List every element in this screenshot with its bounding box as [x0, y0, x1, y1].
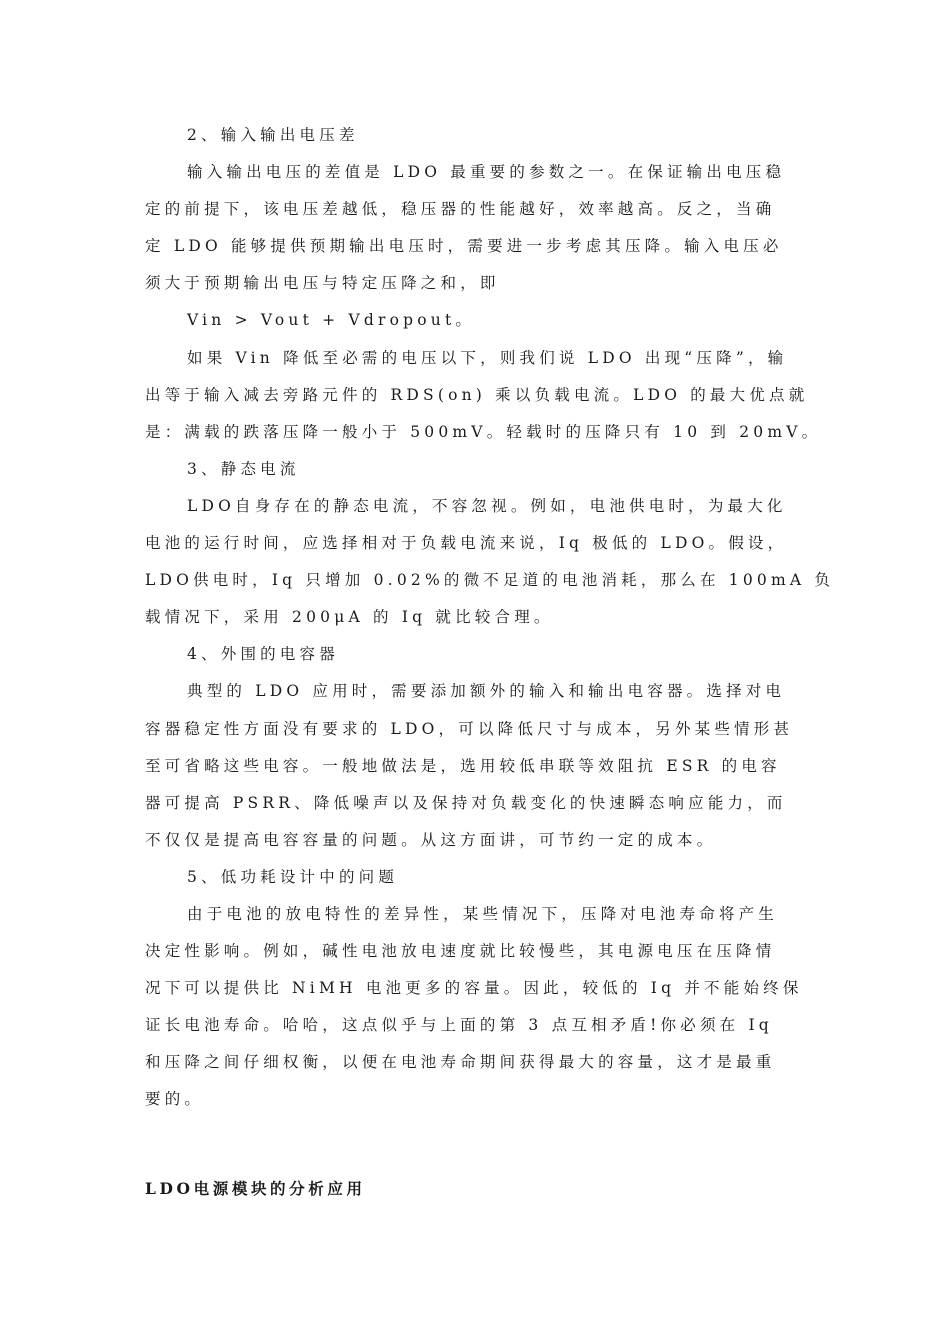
paragraph-line: 器可提高 PSRR、降低噪声以及保持对负载变化的快速瞬态响应能力，而 [145, 793, 787, 812]
paragraph-line: 容器稳定性方面没有要求的 LDO，可以降低尺寸与成本，另外某些情形甚 [145, 719, 794, 738]
spacer [145, 1119, 805, 1156]
heading-input-output-voltage-difference: 2、输入输出电压差 [187, 126, 359, 144]
section-heading: LDO电源模块的分析应用 [145, 1178, 366, 1198]
paragraph-line: 出等于输入减去旁路元件的 RDS(on) 乘以负载电流。LDO 的最大优点就 [145, 385, 809, 404]
heading-low-power-design: 5、低功耗设计中的问题 [187, 867, 399, 886]
paragraph-line: 须大于预期输出电压与特定压降之和，即 [145, 274, 500, 293]
paragraph-line: 不仅仅是提高电容容量的问题。从这方面讲，可节约一定的成本。 [145, 830, 717, 849]
paragraph-line: 决定性影响。例如，碱性电池放电速度就比较慢些，其电源电压在压降情 [145, 942, 776, 961]
spacer [145, 1156, 805, 1170]
heading-external-capacitors: 4、外围的电容器 [187, 645, 339, 664]
paragraph-line: 是：满载的跌落压降一般小于 500mV。轻载时的压降只有 10 到 20mV。 [145, 422, 822, 441]
paragraph-line: 电池的运行时间，应选择相对于负载电流来说，Iq 极低的 LDO。假设， [145, 534, 788, 553]
paragraph-line: LDO供电时，Iq 只增加 0.02%的微不足道的电池消耗，那么在 100mA 负 [145, 571, 835, 590]
paragraph-line: 和压降之间仔细权衡，以便在电池寿命期间获得最大的容量，这才是最重 [145, 1053, 776, 1072]
document-body [145, 117, 835, 1207]
paragraph-line: 要的。 [145, 1090, 205, 1109]
heading-quiescent-current: 3、静态电流 [187, 459, 300, 478]
paragraph-line: LDO自身存在的静态电流，不容忽视。例如，电池供电时，为最大化 [187, 496, 787, 515]
paragraph-line: 典型的 LDO 应用时，需要添加额外的输入和输出电容器。选择对电 [187, 682, 786, 701]
paragraph-line: 至可省略这些电容。一般地做法是，选用较低串联等效阻抗 ESR 的电容 [145, 756, 781, 775]
paragraph-line: 定 LDO 能够提供预期输出电压时，需要进一步考虑其压降。输入电压必 [145, 237, 783, 256]
formula-line: Vin > Vout + Vdropout。 [187, 311, 476, 330]
paragraph-line: 由于电池的放电特性的差异性，某些情况下，压降对电池寿命将产生 [187, 904, 779, 923]
paragraph-line: 载情况下，采用 200μA 的 Iq 就比较合理。 [145, 608, 554, 627]
paragraph-line: 如果 Vin 降低至必需的电压以下，则我们说 LDO 出现“压降”，输 [187, 348, 788, 367]
paragraph-line: 证长电池寿命。哈哈，这点似乎与上面的第 3 点互相矛盾!你必须在 Iq [145, 1016, 773, 1035]
paragraph-line: 输入输出电压的差值是 LDO 最重要的参数之一。在保证输出电压稳 [187, 163, 786, 182]
paragraph-line: 况下可以提供比 NiMH 电池更多的容量。因此，较低的 Iq 并不能始终保 [145, 979, 803, 998]
paragraph-line: 定的前提下，该电压差越低，稳压器的性能越好，效率越高。反之，当确 [145, 200, 776, 219]
